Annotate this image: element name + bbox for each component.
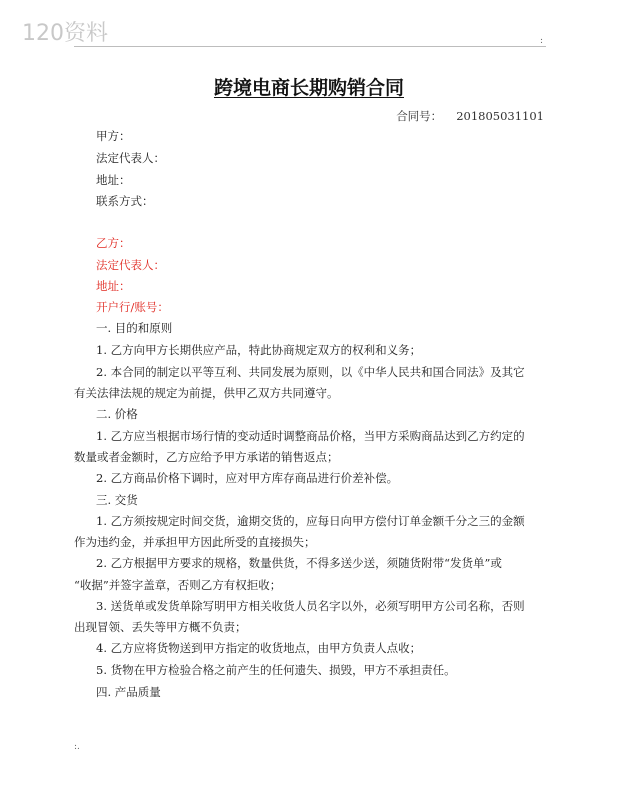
contract-number-label: 合同号： <box>396 109 443 123</box>
section-1-heading: 一. 目的和原则 <box>96 321 173 335</box>
header-mark: : <box>540 36 544 46</box>
section-1-clause-2-line-2: 有关法律法规的规定为前提，供甲乙双方共同遵守。 <box>74 386 339 400</box>
party-b-name: 乙方： <box>96 236 131 250</box>
party-b-legal-rep: 法定代表人： <box>96 258 165 272</box>
party-b-address: 地址： <box>96 279 131 293</box>
party-a-legal-rep: 法定代表人： <box>96 151 165 165</box>
document-title-text: 跨境电商长期购销合同 <box>213 77 404 99</box>
section-1-clause-2-line-1: 2. 本合同的制定以平等互利、共同发展为原则，以《中华人民共和国合同法》及其它 <box>96 365 525 379</box>
section-3-clause-3-line-2: 出现冒领、丢失等甲方概不负责； <box>74 620 247 634</box>
party-a-contact: 联系方式： <box>96 194 154 208</box>
section-1-clause-1: 1. 乙方向甲方长期供应产品，特此协商规定双方的权利和义务； <box>96 343 422 357</box>
section-3-clause-2-line-1: 2. 乙方根据甲方要求的规格，数量供货，不得多送少送，须随货附带“发货单”或 <box>96 556 502 570</box>
section-3-clause-1-line-2: 作为违约金，并承担甲方因此所受的直接损失； <box>74 535 316 549</box>
document-title <box>0 73 618 100</box>
watermark-logo: 120资料 <box>22 21 108 46</box>
party-a-name: 甲方： <box>96 129 131 143</box>
party-a-address: 地址： <box>96 173 131 187</box>
section-3-clause-4: 4. 乙方应将货物送到甲方指定的收货地点，由甲方负责人点收； <box>96 641 422 655</box>
section-2-clause-1-line-1: 1. 乙方应当根据市场行情的变动适时调整商品价格，当甲方采购商品达到乙方约定的 <box>96 429 525 443</box>
section-3-clause-3-line-1: 3. 送货单或发货单除写明甲方相关收货人员名字以外，必须写明甲方公司名称，否则 <box>96 599 525 613</box>
section-3-heading: 三. 交货 <box>96 493 138 507</box>
contract-number-value: 201805031101 <box>456 109 544 123</box>
section-2-clause-2: 2. 乙方商品价格下调时，应对甲方库存商品进行价差补偿。 <box>96 471 399 485</box>
section-3-clause-1-line-1: 1. 乙方须按规定时间交货，逾期交货的，应每日向甲方偿付订单金额千分之三的金额 <box>96 514 525 528</box>
footer-mark: :. <box>74 742 80 752</box>
section-3-clause-5: 5. 货物在甲方检验合格之前产生的任何遗失、损毁，甲方不承担责任。 <box>96 663 456 677</box>
party-b-bank-account: 开户行/账号： <box>96 300 169 314</box>
contract-number <box>396 108 544 124</box>
section-4-heading: 四. 产品质量 <box>96 685 161 699</box>
section-2-clause-1-line-2: 数量或者金额时，乙方应给予甲方承诺的销售返点； <box>74 450 339 464</box>
header-divider <box>74 46 546 47</box>
section-2-heading: 二. 价格 <box>96 407 138 421</box>
section-3-clause-2-line-2: “收据”并签字盖章，否则乙方有权拒收； <box>74 578 282 592</box>
